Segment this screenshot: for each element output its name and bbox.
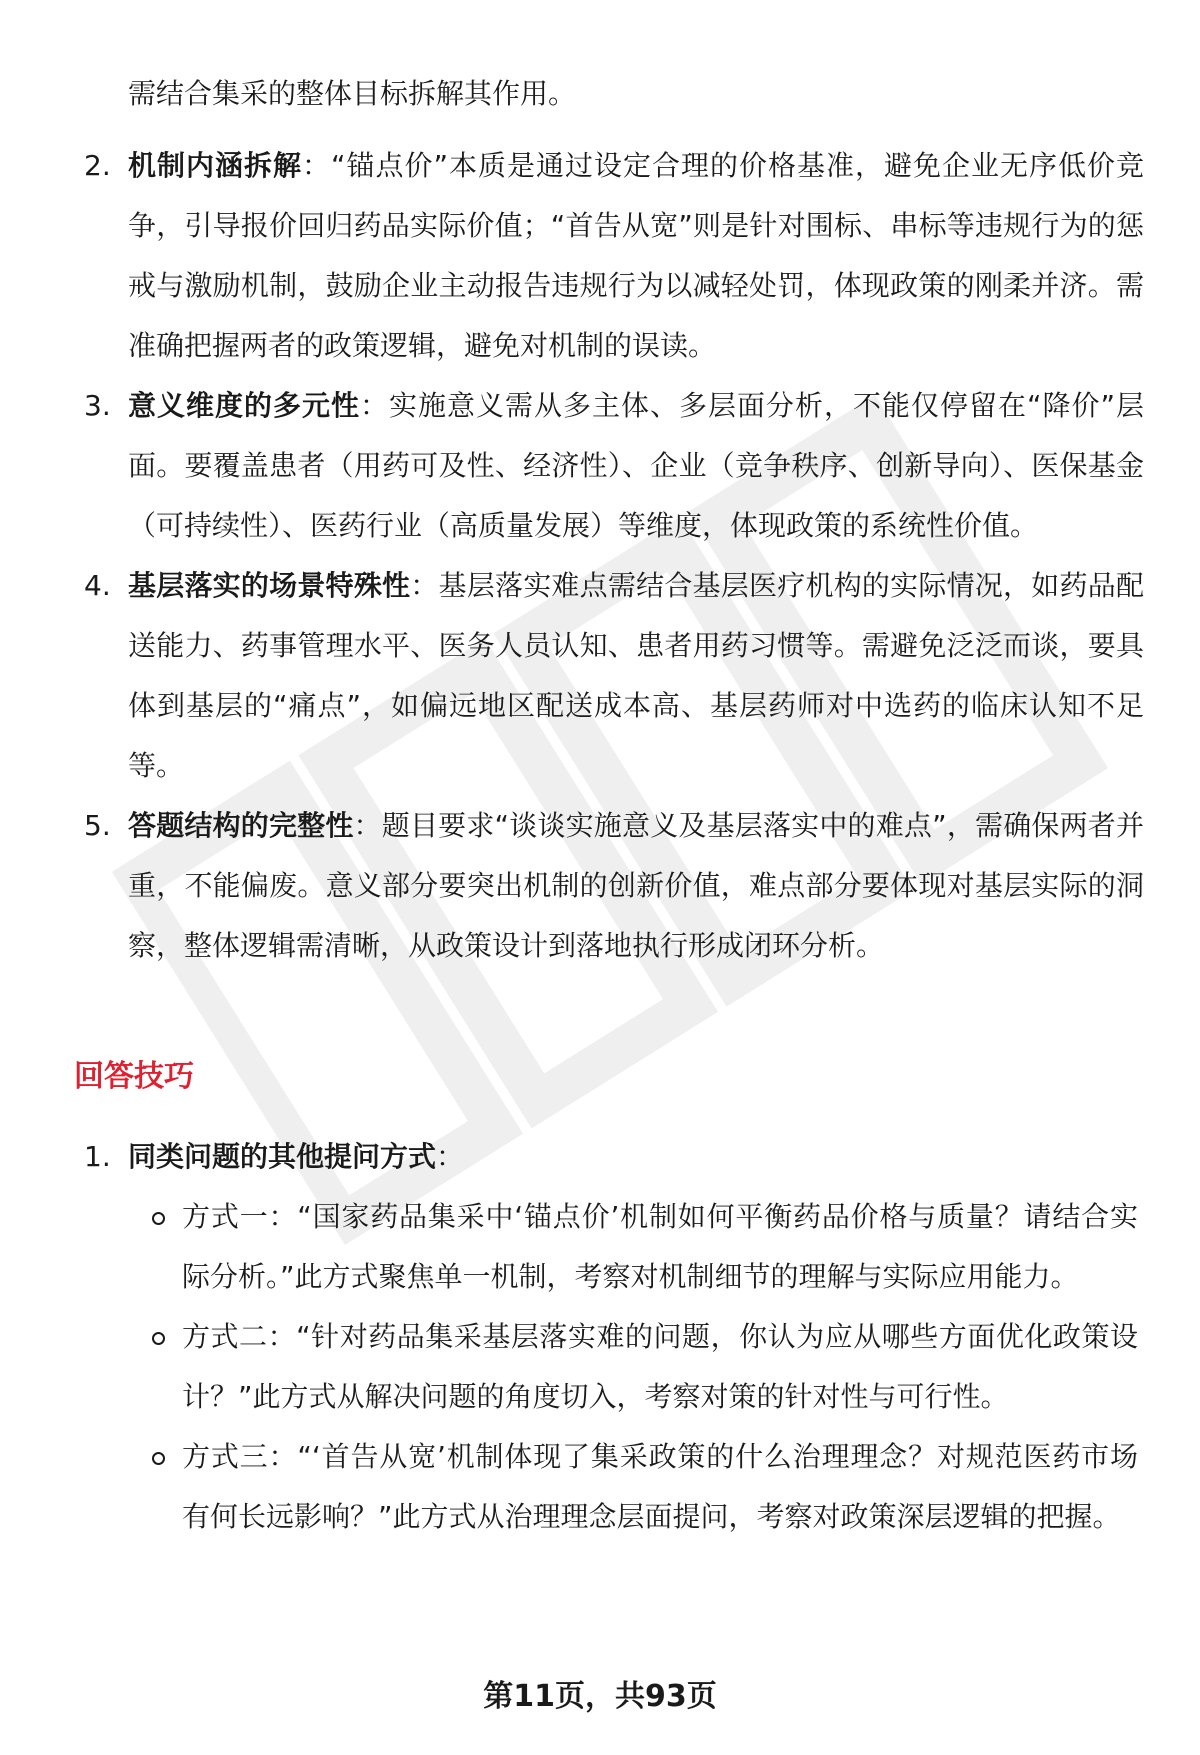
list-item xyxy=(0,1187,1200,1307)
way-label: 方式二： xyxy=(182,1320,297,1353)
item-title: 基层落实的场景特殊性 xyxy=(128,569,411,602)
section-title: 回答技巧 xyxy=(74,1059,194,1094)
list-item xyxy=(0,796,1200,976)
list-item xyxy=(0,376,1200,556)
item-number: 4. xyxy=(84,569,111,602)
item-colon: ： xyxy=(360,389,389,422)
item-text: “锚点价”本质是通过设定合理的价格基准，避免企业无序低价竞争，引导报价回归药品实际价值；“首告从宽”则是针对围标、串标等违规行为的惩戒与激励机制，鼓励企业主动报告违规行为以减轻处罚，体现政策的刚柔并济。需准确把握两者的政策逻辑，避免对机制的误读。 xyxy=(128,149,1144,362)
list-item xyxy=(0,1427,1200,1547)
way-text: “针对药品集采基层落实难的问题，你认为应从哪些方面优化政策设计？”此方式从解决问题的角度切入，考察对策的针对性与可行性。 xyxy=(182,1320,1138,1413)
item-colon: ： xyxy=(302,149,331,182)
item-number: 2. xyxy=(84,149,111,182)
item-colon: ： xyxy=(410,569,439,602)
item-title: 意义维度的多元性 xyxy=(128,389,360,422)
analysis-points-list xyxy=(0,136,1200,976)
hollow-circle-bullet-icon xyxy=(152,1452,165,1465)
item-number: 5. xyxy=(84,809,111,842)
item-text: 实施意义需从多主体、多层面分析，不能仅停留在“降价”层面。要覆盖患者（用药可及性、经济性）、企业（竞争秩序、创新导向）、医保基金（可持续性）、医药行业（高质量发展）等维度，体现政策的系统性价值。 xyxy=(128,389,1144,542)
list-item xyxy=(0,1307,1200,1427)
tip-title: 同类问题的其他提问方式 xyxy=(128,1140,437,1173)
way-label: 方式一： xyxy=(182,1200,298,1233)
question-variants-list xyxy=(0,1187,1200,1547)
item-text: 基层落实难点需结合基层医疗机构的实际情况，如药品配送能力、药事管理水平、医务人员认知、患者用药习惯等。需避免泛泛而谈，要具体到基层的“痛点”，如偏远地区配送成本高、基层药师对中选药的临床认知不足等。 xyxy=(128,569,1144,782)
item-title: 机制内涵拆解 xyxy=(128,149,302,182)
page-number-footer: 第11页，共93页 xyxy=(483,1679,717,1714)
list-item xyxy=(0,556,1200,796)
list-item xyxy=(0,136,1200,376)
item-colon: ： xyxy=(436,1140,465,1173)
hollow-circle-bullet-icon xyxy=(152,1332,165,1345)
item-title: 答题结构的完整性 xyxy=(128,809,354,842)
item-colon: ： xyxy=(353,809,382,842)
hollow-circle-bullet-icon xyxy=(152,1212,165,1225)
item-number: 1. xyxy=(84,1140,111,1173)
item-number: 3. xyxy=(84,389,111,422)
way-text: “国家药品集采中‘锚点价’机制如何平衡药品价格与质量？请结合实际分析。”此方式聚焦单一机制，考察对机制细节的理解与实际应用能力。 xyxy=(182,1200,1138,1293)
tips-section xyxy=(0,1127,1200,1547)
intro-line: 需结合集采的整体目标拆解其作用。 xyxy=(128,77,577,110)
way-text: “‘首告从宽’机制体现了集采政策的什么治理理念？对规范医药市场有何长远影响？”此方式从治理理念层面提问，考察对政策深层逻辑的把握。 xyxy=(182,1440,1138,1533)
way-label: 方式三： xyxy=(182,1440,298,1473)
tip-heading xyxy=(0,1127,1200,1187)
item-text: 题目要求“谈谈实施意义及基层落实中的难点”，需确保两者并重，不能偏废。意义部分要突出机制的创新价值，难点部分要体现对基层实际的洞察，整体逻辑需清晰，从政策设计到落地执行形成闭环分析。 xyxy=(128,809,1144,962)
